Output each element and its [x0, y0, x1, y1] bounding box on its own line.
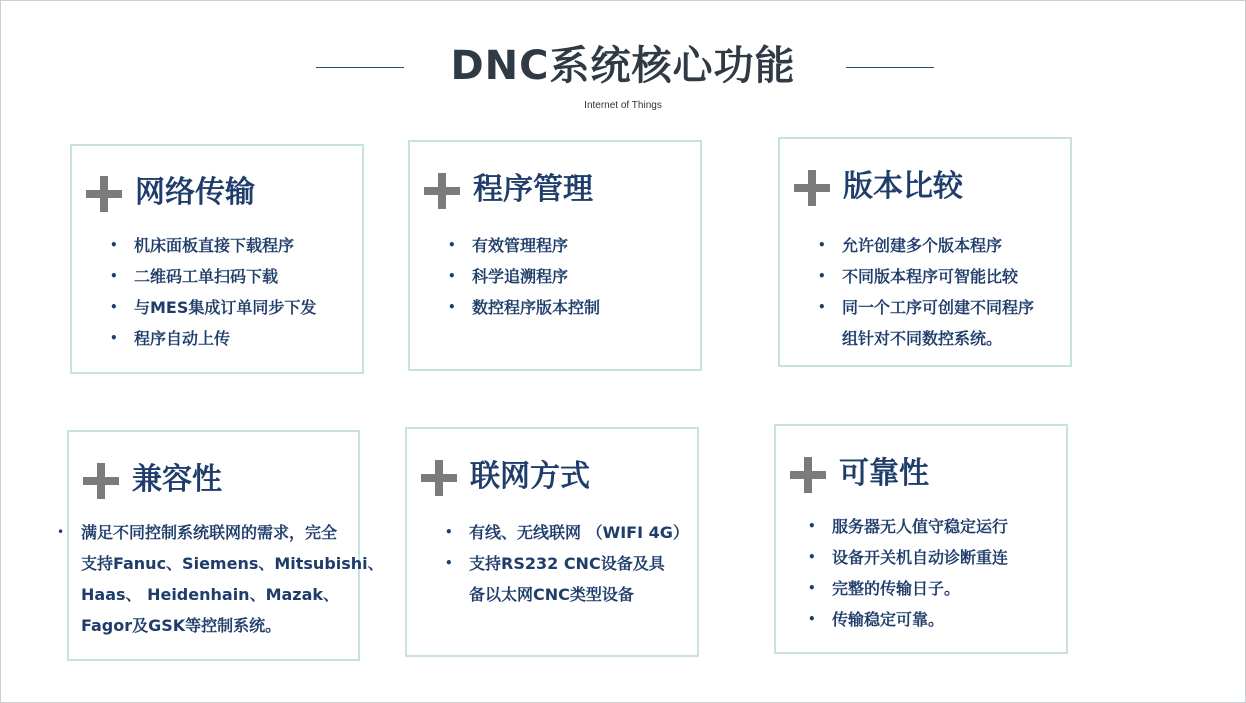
plus-icon	[794, 170, 830, 206]
feature-list	[818, 230, 1034, 323]
list-item-continuation: 组针对不同数控系统。	[842, 329, 1003, 348]
feature-list	[110, 230, 316, 354]
feature-list	[445, 517, 689, 579]
paragraph-line: Fagor及GSK等控制系统。	[81, 616, 282, 635]
list-item: • 不同版本程序可智能比较	[818, 261, 1034, 292]
paragraph-line: 支持Fanuc、Siemens、Mitsubishi、	[81, 554, 384, 573]
list-item: • 科学追溯程序	[448, 261, 600, 292]
list-item: • 设备开关机自动诊断重连	[808, 542, 1008, 573]
feature-card-version-compare	[778, 137, 1072, 367]
bullet-icon: •	[57, 525, 65, 539]
page-title: DNC系统核心功能	[450, 43, 796, 89]
list-item: • 服务器无人值守稳定运行	[808, 511, 1008, 542]
feature-card-reliability	[774, 424, 1068, 654]
card-title: 联网方式	[470, 459, 590, 494]
list-item: • 程序自动上传	[110, 323, 316, 354]
list-item: • 机床面板直接下载程序	[110, 230, 316, 261]
plus-icon	[86, 176, 122, 212]
card-title: 版本比较	[843, 169, 963, 204]
title-right-rule	[846, 67, 934, 68]
list-item: • 允许创建多个版本程序	[818, 230, 1034, 261]
feature-card-network-transfer	[70, 144, 364, 374]
list-item-continuation: 备以太网CNC类型设备	[469, 585, 634, 604]
list-item: • 完整的传输日子。	[808, 573, 1008, 604]
list-item: • 数控程序版本控制	[448, 292, 600, 323]
list-item: • 支持RS232 CNC设备及具	[445, 548, 689, 579]
list-item: • 同一个工序可创建不同程序	[818, 292, 1034, 323]
card-title: 程序管理	[473, 172, 593, 207]
list-item: • 二维码工单扫码下载	[110, 261, 316, 292]
card-title: 网络传输	[135, 175, 255, 210]
card-title: 兼容性	[132, 462, 222, 497]
list-item: • 传输稳定可靠。	[808, 604, 1008, 635]
paragraph-line: Haas、 Heidenhain、Mazak、	[81, 585, 340, 604]
list-item: • 与MES集成订单同步下发	[110, 292, 316, 323]
paragraph-line: 满足不同控制系统联网的需求，完全	[81, 523, 338, 542]
plus-icon	[790, 457, 826, 493]
feature-list	[808, 511, 1008, 635]
list-item: • 有线、无线联网 （WIFI 4G）	[445, 517, 689, 548]
feature-list	[448, 230, 600, 323]
card-title: 可靠性	[839, 456, 929, 491]
plus-icon	[424, 173, 460, 209]
feature-card-connectivity	[405, 427, 699, 657]
plus-icon	[421, 460, 457, 496]
feature-card-program-management	[408, 140, 702, 371]
plus-icon	[83, 463, 119, 499]
list-item: • 有效管理程序	[448, 230, 600, 261]
feature-card-compatibility	[57, 430, 384, 661]
page-subtitle: Internet of Things	[584, 100, 662, 111]
